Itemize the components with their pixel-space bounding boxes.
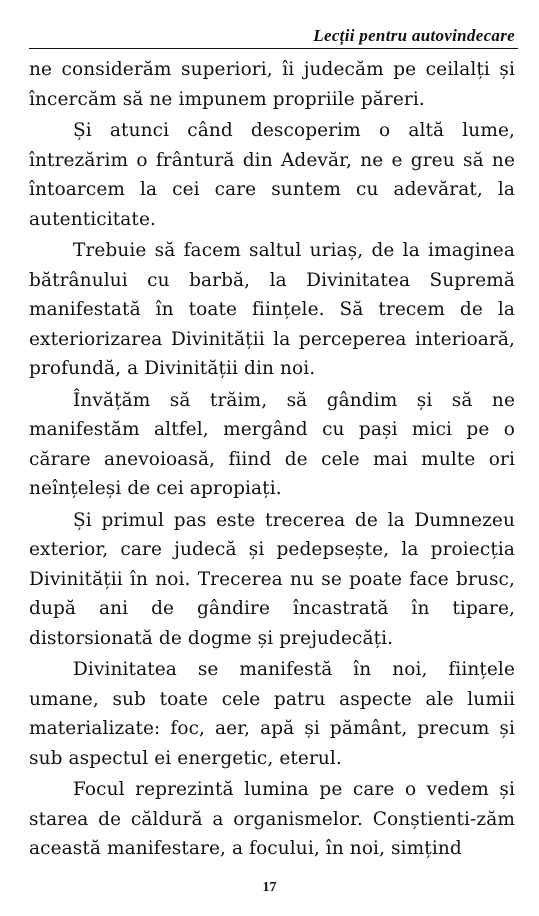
paragraph: Focul reprezintă lumina pe care o vedem și starea de căldură a organismelor. Conștienti-zăm această manifestare, a focului, în noi, simțind bbox=[29, 779, 515, 859]
page-number: 17 bbox=[262, 880, 277, 895]
running-head-title: Lecții pentru autovindecare bbox=[313, 26, 515, 45]
body-text bbox=[29, 55, 515, 864]
header-rule bbox=[29, 48, 518, 49]
paragraph: Divinitatea se manifestă în noi, ființele umane, sub toate cele patru aspecte ale lumii materializate: foc, aer, apă și pământ, precum și sub aspectul ei energetic, eterul. bbox=[29, 659, 515, 769]
paragraph-continuation: ne considerăm superiori, îi judecăm pe ceilalți și încercăm să ne impunem propriile păreri. bbox=[29, 59, 515, 110]
paragraph: Și atunci când descoperim o altă lume, întrezărim o frântură din Adevăr, ne e greu să ne întoarcem la cei care suntem cu adevărat, la autenticitate. bbox=[29, 120, 515, 230]
paragraph: Trebuie să facem saltul uriaș, de la imaginea bătrânului cu barbă, la Divinitatea Supremă manifestată în toate ființele. Să trecem de la exteriorizarea Divinității la perceperea interioară, profundă, a Divinității din noi. bbox=[29, 240, 515, 379]
paragraph: Și primul pas este trecerea de la Dumnezeu exterior, care judecă și pedepsește, la proiecția Divinității în noi. Trecerea nu se poate face brusc, după ani de gândire încastrată în tipare, distorsionată de dogme și prejudecăți. bbox=[29, 509, 515, 649]
paragraph: Învățăm să trăim, să gândim și să ne manifestăm altfel, mergând cu pași mici pe o cărare anevoioasă, fiind de cele mai multe ori neînțeleși de cei apropiați. bbox=[29, 389, 515, 499]
